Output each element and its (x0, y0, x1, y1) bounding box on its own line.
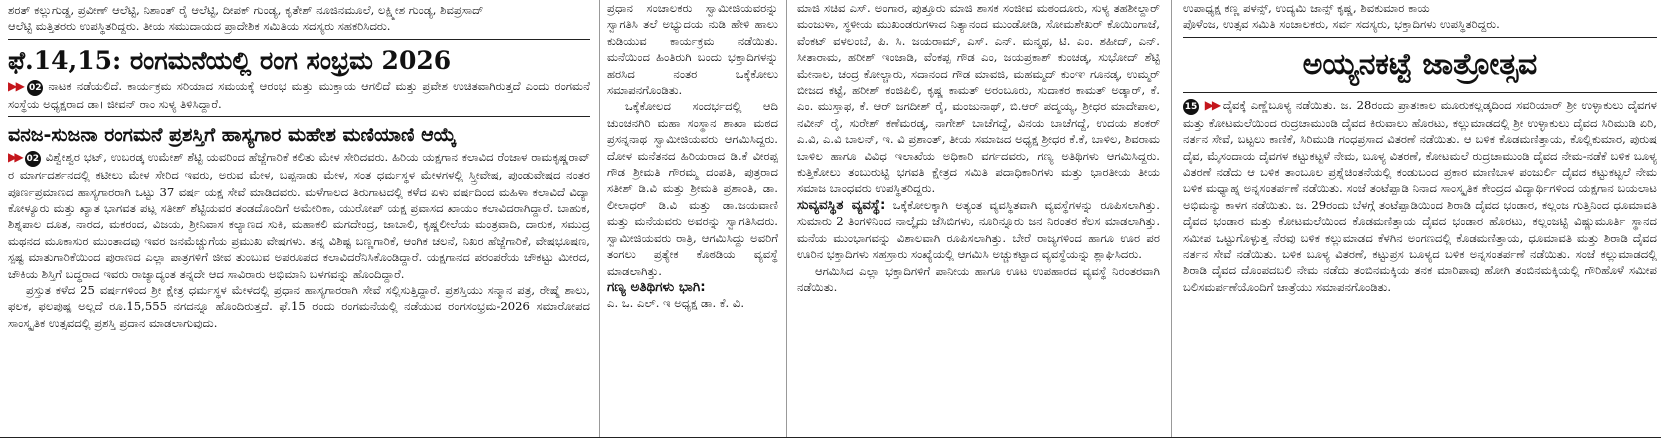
story-award-para2: ಪ್ರಸ್ತುತ ಕಳೆದ 25 ವರ್ಷಗಳಿಂದ ಶ್ರೀ ಕ್ಷೇತ್ರ ಧರ್ಮಸ್ಥಳ ಮೇಳದಲ್ಲಿ ಪ್ರಧಾನ ಹಾಸ್ಯಗಾರರಾಗಿ ಸೇವೆ ಸಲ್ಲಿಸುತ್ತಿದ್ದಾರೆ. ಪ್ರಶಸ್ತಿಯು ಸನ್ಮಾನ ಪತ್ರ, ರೇಷ್ಮೆ ಶಾಲು, ಫಲಕ, ಫಲಪುಷ್ಪ ಅಲ್ಲದೆ ರೂ.15,555 ನಗದನ್ನೂ ಹೊಂದಿರುತ್ತದೆ. ಫೆ.15 ರಂದು ರಂಗಮನೆಯಲ್ಲಿ ನಡೆಯುವ ರಂಗಸಂಭ್ರಮ-2026 ಸಮಾರೋಪದ ಸಾಂಸ್ಕೃತಿಕ ಉತ್ಸವದಲ್ಲಿ ಪ್ರಶಸ್ತಿ ಪ್ರದಾನ ಮಾಡಲಾಗುವುದು. (8, 283, 590, 330)
right-column (1179, 0, 1661, 438)
paragraph: ಪ್ರಧಾನ ಸಂಚಾಲಕರು ಸ್ವಾಮೀಜಿಯವರನ್ನು ಸ್ವಾಗತಿಸಿ ತಲೆ ಅಭ್ಯುದಯ ನುಡಿ ಹೇಳಿ ಹಾಲು ಕುಡಿಯುವ ಕಾರ್ಯಕ್ರಮ ನಡೆಯಿತು. ಮನೆಯಿಂದ ಹಿಂತಿರುಗಿ ಬಂದು ಭಕ್ತಾದಿಗಳನ್ನು ಹರಸಿದ ನಂತರ ಒಕ್ಕೆಕೋಲು ಸಮಾಪನಗೊಂಡಿತು. (607, 1, 778, 98)
top-line: ಆಲೆಟ್ಟಿ ಮತ್ತಿತರರು ಉಪಸ್ಥಿತರಿದ್ದರು. ತೀಯ ಸಮುದಾಯದ ಪ್ರಾದೇಶಿಕ ಸಮಿತಿಯ ಸದಸ್ಯರು ಸಹಕರಿಸಿದರು. (8, 19, 391, 34)
column-rule (786, 0, 787, 438)
top-line: ಪೊಳೆಂಜ, ಉತ್ಸವ ಸಮಿತಿ ಸಂಚಾಲಕರು, ಸರ್ವ ಸದಸ್ಯರು, ಭಕ್ತಾದಿಗಳು ಉಪಸ್ಥಿತರಿದ್ದರು. (1183, 17, 1500, 32)
story-ranga-sambhrama (8, 78, 590, 112)
column-rule (1171, 0, 1172, 438)
paragraph (797, 197, 1160, 263)
headline-jatrotsava: ಅಯ್ಯನಕಟ್ಟೆ ಜಾತ್ರೋತ್ಸವ (1302, 46, 1538, 82)
top-line: ಶರತ್ ಕಲ್ಲುಗುಡ್ಡ, ಪ್ರವೀಣ್ ಆಲೆಟ್ಟಿ, ನಿಶಾಂತ್ ರೈ ಆಲೆಟ್ಟಿ, ದೀಪಕ್ ಗುಂಡ್ಯ, ಕೃತೇಶ್ ನೂಜಿನಮೂಲೆ, ಲಕ್ಷ್ಮೀಶ ಗುಂಡ್ಯ, ಶಿವಪ್ರಸಾದ್ (8, 3, 484, 17)
page-ref-badge: 15 (1183, 99, 1199, 115)
story-text: ವಿಶ್ವೇಶ್ವರ ಭಟ್, ಉಬರಡ್ಕ ಉಮೇಶ್ ಶೆಟ್ಟಿ ಯವರಿಂದ ಹೆಜ್ಜೆಗಾರಿಕೆ ಕಲಿತು ಮೇಳ ಸೇರಿದವರು. ಹಿರಿಯ ಯಕ್ಷಗಾನ ಕಲಾವಿದ ರೆಂಜಾಳ ರಾಮಕೃಷ್ಣರಾವ್ ರ ಮಾರ್ಗದರ್ಶನದಲ್ಲಿ ಕಟೀಲು ಮೇಳ ಸೇರಿದ ಇವರು, ಅರುವ ಮೇಳ, ಬಪ್ಪನಾಡು ಮೇಳ, ಸಂತ ಧರ್ಮಸ್ಥಳ ಮೇಳಗಳಲ್ಲಿ ಸ್ತ್ರೀವೇಷ, ಪುಂಡುವೇಷದ ನಂತರ ಪೂರ್ಣಪ್ರಮಾಣದ ಹಾಸ್ಯಗಾರರಾಗಿ ಒಟ್ಟು 37 ವರ್ಷ ಯಕ್ಷ ಸೇವೆ ಮಾಡಿದವರು. ಮಳೆಗಾಲದ ತಿರುಗಾಟದಲ್ಲಿ ಕಳೆದ ಏಳು ವರ್ಷದಿಂದ ಮಹಿಳಾ ಕಲಾವಿದೆ ವಿದ್ಯಾ ಕೋಳ್ಯೂರು ಮತ್ತು ಖ್ಯಾತ ಭಾಗವತ ಪಟ್ಲ ಸತೀಶ್ ಶೆಟ್ಟಿಯವರ ತಂಡದೊಂದಿಗೆ ಅಮೇರಿಕಾ, ಯುರೋಪ್ ಯಕ್ಷ ಪ್ರವಾಸದ ಖಾಯಂ ಕಲಾವಿದರಾಗಿದ್ದಾರೆ. ಬಾಹುಕ, ಶಿಶ್ನಪಾಲ ದೂತ, ನಾರದ, ಮಕರಂದ, ವಿಜಯ, ಶ್ರೀನಿವಾಸ ಕಲ್ಯಾಣದ ಸುಕಿ, ಮಹಾಕಲಿ ಮಗದೇಂದ್ರ, ಜಾಬಾಲಿ, ಕೃಷ್ಣಲೀಲೆಯ ಮಂತ್ರವಾದಿ, ದಾರುಕ, ಸಮುದ್ರ ಮಥನದ ಮೂಕಾಸುರ ಮುಂತಾದವು ಇವರ ಜನಮೆಚ್ಚುಗೆಯ ಪ್ರಮುಖ ವೇಷಗಳು. ತನ್ನ ವಿಶಿಷ್ಟ ಬಣ್ಣಗಾರಿಕೆ, ಆಂಗಿಕ ಚಲನೆ, ನಿಖರ ಹೆಜ್ಜೆಗಾರಿಕೆ, ವೇಷಭೂಷಣ, ಸ್ಪಷ್ಟ ಮಾತುಗಾರಿಕೆಯಿಂದ ಪುರಾಣದ ಎಲ್ಲಾ ಪಾತ್ರಗಳಿಗೆ ಜೀವ ತುಂಬುವ ಅಪರೂಪದ ಕಲಾವಿದರೆನಿಸಿಕೊಂಡಿದ್ದಾರೆ. ಯಕ್ಷಗಾನದ ಪರಂಪರೆಯ ಚೌಕಟ್ಟು ಮೀರದ, ಚೌಕಿಯ ಶಿಸ್ತಿಗೆ ಬದ್ಧರಾದ ಇವರು ರಾಜ್ಯಾದ್ಯಂತ ತನ್ನದೇ ಆದ ಸಾವಿರಾರು ಅಭಿಮಾನಿ ಬಳಗವನ್ನು ಹೊಂದಿದ್ದಾರೆ. (8, 150, 590, 281)
divider (8, 39, 590, 40)
divider (1183, 92, 1657, 93)
page-ref-badge: 02 (25, 151, 41, 167)
subheading-arrangements: ಸುವ್ಯವಸ್ಥಿತ ವ್ಯವಸ್ಥೆ: (797, 196, 886, 213)
paragraph: ಆಗಮಿಸಿದ ಎಲ್ಲಾ ಭಕ್ತಾದಿಗಳಿಗೆ ಪಾನೀಯ ಹಾಗೂ ಊಟ ಉಪಹಾರದ ವ್ಯವಸ್ಥೆ ನಿರಂತರವಾಗಿ ನಡೆಯಿತು. (797, 263, 1160, 294)
paragraph-text: ಒಕ್ಕೆಕೋಲಕ್ಕಾಗಿ ಅತ್ಯಂತ ವ್ಯವಸ್ಥಿತವಾಗಿ ವ್ಯವಸ್ಥೆಗಳನ್ನು ರೂಪಿಸಲಾಗಿತ್ತು. ಸುಮಾರು 2 ತಿಂಗಳಿನಿಂದ ನಾಲ್ಕೈದು ಜೆಸಿಬಿಗಳು, ನೂರಿನ್ನೂರು ಜನ ನಿರಂತರ ಕೆಲಸ ಮಾಡಲಾಗಿತ್ತು. ಮನೆಯ ಮುಂಭಾಗವನ್ನು ವಿಶಾಲವಾಗಿ ರೂಪಿಸಲಾಗಿತ್ತು. ಬೇರೆ ರಾಜ್ಯಗಳಿಂದ ಹಾಗೂ ಊರ ಪರ ಊರಿನ ಭಕ್ತಾದಿಗಳು ಸಹಸ್ರಾರು ಸಂಖ್ಯೆಯಲ್ಲಿ ಆಗಮಿಸಿ ಅಚ್ಚುಕಟ್ಟಾದ ವ್ಯವಸ್ಥೆಯನ್ನು ಶ್ಲಾಘಿಸಿದರು. (797, 197, 1160, 262)
column-rule (599, 0, 600, 438)
story-text: ದೈವಕ್ಕೆ ಎಣ್ಣೆಬೂಳ್ಯ ನಡೆಯಿತು. ಜ. 28ರಂದು ಪ್ರಾತಃಕಾಲ ಮೂರುಕಲ್ಲಡ್ಕದಿಂದ ಸವರಿಯಾರ್ ಶ್ರೀ ಉಳ್ಳಾಕುಲು ದೈವಗಳ ಮತ್ತು ಕೋಟಮಲೆಯಿಂದ ರುದ್ರಚಾಮುಂಡಿ ದೈವದ ಕಿರುವಾಲು ಹೊರಟು, ಕಲ್ಲುಮಾಡದಲ್ಲಿ ಶ್ರೀ ಉಳ್ಳಾಕುಲು ದೈವದ ಸಿರಿಮುಡಿ ಏರಿ, ನರ್ತನ ಸೇವೆ, ಬಟ್ಟಲು ಕಾಣಿಕೆ, ಸಿರಿಮುಡಿ ಗಂಧಪ್ರಸಾದ ವಿತರಣೆ ನಡೆಯಿತು. ಆ ಬಳಿಕ ಕೊಡಮಣಿತ್ತಾಯ, ಕೊಲ್ಲಿಕುಮಾರ, ಪುರುಷ ದೈವ, ಮೈಸಂದಾಯ ದೈವಗಳ ಕಟ್ಟುಕಟ್ಟಳೆ ನೇಮ, ಬೂಳ್ಯ ವಿತರಣೆ, ಕೋಟಮಲೆ ರುದ್ರಚಾಮುಂಡಿ ದೈವದ ನೇಮ-ನಡೆಕೆ ಬಳಿಕ ಬೂಳ್ಯ ವಿತರಣೆ ನಡೆದು ಆ ಬಳಿಕ ತಾಂಬೂಲ ಪ್ರಶ್ನೆಚಿಂತನೆಯಲ್ಲಿ ಕಂಡುಬಂದ ಪ್ರಕಾರ ಮಾಣಿಬಾಳ ಪಂಜುರ್ಲಿ ದೈವದ ಕಟ್ಟುಕಟ್ಟಲೆ ನೇಮ ಬಳಿಕ ಮಧ್ಯಾಹ್ನ ಅನ್ನಸಂತರ್ಪಣೆ ನಡೆಯಿತು. ಸಂಜೆ ತಂಟೆಪ್ಪಾಡಿ ನಿನಾದ ಸಾಂಸ್ಕೃತಿಕ ಕೇಂದ್ರದ ವಿದ್ಯಾರ್ಥಿಗಳಿಂದ ಯಕ್ಷಗಾನ ಬಯಲಾಟ ಅಭಿಮನ್ಯು ಕಾಳಗ ನಡೆಯಿತು. ಜ. 29ರಂದು ಬೆಳಗ್ಗೆ ತಂಟೆಪ್ಪಾಡಿಯಿಂದ ಶಿರಾಡಿ ದೈವದ ಭಂಡಾರ, ಕಲ್ಲಂಜ ಗುತ್ತಿನಿಂದ ಧೂಮಾವತಿ ದೈವದ ಭಂಡಾರ ಮತ್ತು ಕೋಟಮಲೆಯಿಂದ ಕೊಡಮಣಿತ್ತಾಯ ದೈವದ ಭಂಡಾರ ಹೊರಟು, ಕಲ್ಲಂಜಟ್ಟಿ ವಿಷ್ಣುಮೂರ್ತಿ ಸ್ಥಾನದ ಸಮೀಪ ಒಟ್ಟುಗೊಳ್ಳುತ್ತ ನೆರವು ಬಳಿಕ ಕಲ್ಲುಮಾಡದ ಕೆಳಗಿನ ಅಂಗಣದಲ್ಲಿ ಕೊಡಮಣಿತ್ತಾಯ, ಧೂಮಾವತಿ ಮತ್ತು ಶಿರಾಡಿ ದೈವದ ನರ್ತನ ಸೇವೆ ನಡೆಯಿತು. ಬಳಿಕ ಬೂಳ್ಯ ವಿತರಣೆ, ಕಟ್ಟುಪ್ರಸ ಬೂಳ್ಯದ ಬಳಿಕ ಅನ್ನಸಂತರ್ಪಣೆ ನಡೆಯಿತು. ಸಂಜೆ ಕಲ್ಲುಮಾಡದಲ್ಲಿ ಶಿರಾಡಿ ದೈವದ ದೊಂಪದಬಲಿ ನೇಮ ನಡೆದು ತಂಬಿನಮಕ್ಕಿಯ ತನಕ ಮಾರಿಪಾವು ಹೋಗಿ ತಂಬಿನಮಕ್ಕಿಯಲ್ಲಿ ಗೌರಿಹೊಳೆ ಸಮೀಪ ಬಲಿಸಮರ್ಪಣೆಯೊಂದಿಗೆ ಜಾತ್ರೆಯು ಸಮಾಪನಗೊಂಡಿತು. (1183, 97, 1657, 294)
middle-left-column (605, 0, 780, 438)
story-award (8, 149, 590, 282)
subheading-guests: ಗಣ್ಯ ಅತಿಥಿಗಳು ಭಾಗಿ: (607, 278, 706, 295)
paragraph: ಮಾಜಿ ಸಚಿವ ಎಸ್. ಅಂಗಾರ, ಪುತ್ತೂರು ಮಾಜಿ ಶಾಸಕ ಸಂಜೀವ ಮಠಂದೂರು, ಸುಳ್ಯ ತಹಶೀಲ್ದಾರ್ ಮಂಜುಳಾ, ಸ್ಥಳೀಯ ಮುಖಂಡರುಗಳಾದ ನಿತ್ಯಾನಂದ ಮುಂಡೋಡಿ, ಸೋಮಶೇಖರ್ ಕೊಯಿಂಗಾಜೆ, ವೆಂಕಟ್ ವಳಲಂಬೆ, ಪಿ. ಸಿ. ಜಯರಾಮ್, ಎಸ್. ಎನ್. ಮನ್ಮಥ, ಟಿ. ಎಂ. ಶಹೀದ್, ಎನ್. ಸೀತಾರಾಮ, ಹರೀಶ್ ಇಂಜಾಡಿ, ವೆಂಕಪ್ಪ ಗೌಡ ಎಂ, ಜಯಪ್ರಕಾಶ್ ಕುಂಚಡ್ಕ, ಸುಭೋದ್ ಶೆಟ್ಟಿ ಮೇನಾಲ, ಚಂದ್ರ ಕೋಲ್ಚಾರು, ಸದಾನಂದ ಗೌಡ ಮಾವಜಿ, ಮಹಮ್ಮದ್ ಕುಂಞ ಗೂನಡ್ಕ, ಉಮ್ಮರ್ ಬೀಜದ ಕಟ್ಟೆ, ಹರೀಶ್ ಕಂಜಿಪಿಲಿ, ಕೃಷ್ಣ ಕಾಮತ್ ಅರಂಬೂರು, ಸುದಾಕರ ಕಾಮತ್ ಅಡ್ಕಾರ್, ಕೆ. ಎಂ. ಮುಸ್ತಾಫ, ಕೆ. ಆರ್ ಜಗದೀಶ್ ರೈ, ಮಂಜುನಾಥ್, ಬಿ.ಆರ್ ಪದ್ಮಯ್ಯ, ಶ್ರೀಧರ ಮಾದೇಪಾಲ, ನವೀನ್ ರೈ, ಸುರೇಶ್ ಕಣೆಮರಡ್ಕ, ನಾಗೇಶ್ ಬಾಚೆಗದ್ದೆ, ವಿನಯ ಬಾಚೆಗದ್ದೆ, ಉದಯ ಶಂಕರ್ ಎ.ವಿ, ಎ.ವಿ ಬಾಲನ್, ಇ. ವಿ ಪ್ರಶಾಂತ್, ತೀಯ ಸಮಾಜದ ಅಧ್ಯಕ್ಷ ಶ್ರೀಧರ ಕೆ.ಕೆ, ಬಾಳಿಲ, ಶಿವರಾಮ ಬಾಳಿಲ ಹಾಗೂ ವಿವಿಧ ಇಲಾಖೆಯ ಅಧಿಕಾರಿ ವರ್ಗದವರು, ಗಣ್ಯ ಅತಿಥಿಗಳು ಆಗಮಿಸಿದ್ದರು. ಕುತ್ತಿಕೋಲು ತಂಬುರುಟ್ಟಿ ಭಗವತಿ ಕ್ಷೇತ್ರದ ಸಮಿತಿ ಪದಾಧಿಕಾರಿಗಳು ಮತ್ತು ಭಾರತೀಯ ತೀಯ ಸಮಾಜ ಬಾಂಧವರು ಉಪಸ್ಥಿತರಿದ್ದರು. (797, 1, 1160, 196)
divider (8, 116, 590, 117)
divider (1183, 37, 1657, 38)
headline-award: ವನಜ-ಸುಜನಾ ರಂಗಮನೆ ಪ್ರಶಸ್ತಿಗೆ ಹಾಸ್ಯಗಾರ ಮಹೇಶ ಮಣಿಯಾಣಿ ಆಯ್ಕೆ (8, 124, 457, 147)
story-text: ನಾಟಕ ನಡೆಯಲಿದೆ. ಕಾರ್ಯಕ್ರಮ ಸರಿಯಾದ ಸಮಯಕ್ಕೆ ಆರಂಭ ಮತ್ತು ಮುಕ್ತಾಯ ಆಗಲಿದೆ ಮತ್ತು ಪ್ರವೇಶ ಉಚಿತವಾಗಿರುತ್ತದೆ ಎಂದು ರಂಗಮನೆ ಸಂಸ್ಥೆಯ ಅಧ್ಯಕ್ಷರಾದ ಡಾ। ಜೀವನ್ ರಾಂ ಸುಳ್ಯ ತಿಳಿಸಿದ್ದಾರೆ. (8, 78, 590, 111)
left-column (0, 0, 596, 438)
story-jatrotsava (1183, 97, 1657, 295)
middle-right-column (793, 0, 1164, 438)
arrow-icon: ▶▶ (8, 150, 21, 165)
paragraph: ಎ. ಒ. ಎಲ್. ಇ ಅಧ್ಯಕ್ಷ ಡಾ. ಕೆ. ವಿ. (607, 296, 745, 311)
arrow-icon: ▶▶ (1204, 97, 1219, 112)
headline-ranga-sambhrama: ಫೆ.14,15: ರಂಗಮನೆಯಲ್ಲಿ ರಂಗ ಸಂಭ್ರಮ 2026 (8, 45, 452, 75)
page-ref-badge: 02 (27, 80, 43, 96)
arrow-icon: ▶▶ (8, 78, 24, 93)
top-line: ಉಪಾಧ್ಯಕ್ಷ ಕಣ್ಣ ಪಳನ್ಸ್, ಉದ್ಯಮಿ ಜಾನ್ಸ್ ಕೃಷ್ಣ, ಶಿವಕುಮಾರ ಕಾಯ (1183, 1, 1430, 15)
paragraph: ಒಕ್ಕೆಕೋಲದ ಸಂದರ್ಭದಲ್ಲಿ ಆದಿ ಚುಂಚನಗಿರಿ ಮಹಾ ಸಂಸ್ಥಾನ ಶಾಖಾ ಮಠದ ಪ್ರಸನ್ನನಾಥ ಸ್ವಾಮೀಜಿಯವರು ಆಗಮಿಸಿದ್ದರು. ದೋಳ ಮನೆತನದ ಹಿರಿಯರಾದ ಡಿ.ಕೆ ವೀರಪ್ಪ ಗೌಡ ಶ್ರೀಮತಿ ಗೌರಮ್ಮ ದಂಪತಿ, ಪುತ್ರರಾದ ಸತೀಶ್ ಡಿ.ವಿ ಮತ್ತು ಶ್ರೀಮತಿ ಪ್ರಶಾಂತಿ, ಡಾ. ಲೀಲಾಧರ್ ಡಿ.ವಿ ಮತ್ತು ಡಾ.ಜಯವಾಣಿ ಮತ್ತು ಮನೆಯವರು ಅವರನ್ನು ಸ್ವಾಗತಿಸಿದರು. ಸ್ವಾಮೀಜಿಯವರು ರಾತ್ರಿ, ಆಗಮಿಸಿದ್ದು ಅವರಿಗೆ ತಂಗಲು ಪ್ರತ್ಯೇಕ ಕೊಠಡಿಯ ವ್ಯವಸ್ಥೆ ಮಾಡಲಾಗಿತ್ತು. (607, 99, 778, 278)
